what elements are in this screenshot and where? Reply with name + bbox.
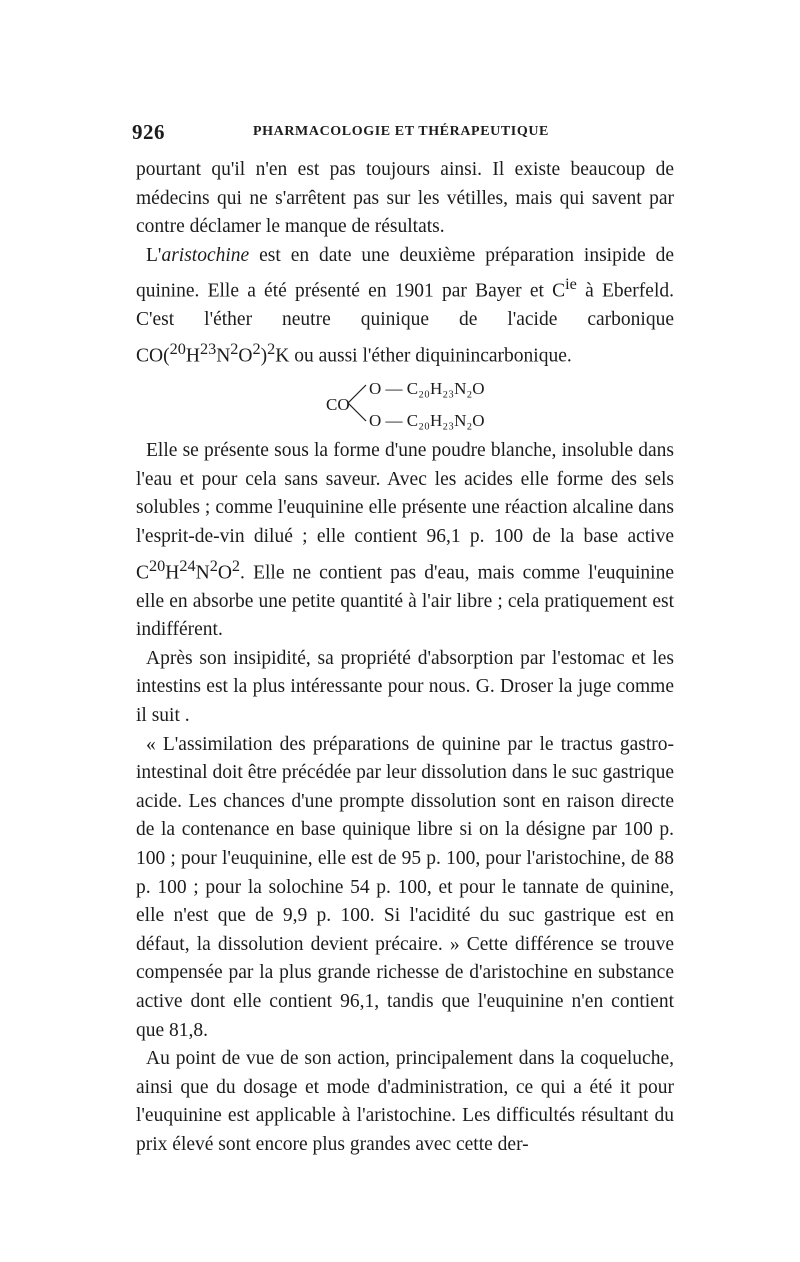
paragraph-3 bbox=[136, 437, 674, 645]
formula-part: O bbox=[238, 345, 253, 367]
formula-lower-branch: O — C₂₀H₂₃N₂O bbox=[369, 411, 485, 431]
formula-part: N bbox=[216, 345, 231, 367]
p2-text: est en date une deuxième préparation insipide de quinine. Elle a été présenté en 1901 par Bayer et C bbox=[136, 244, 674, 302]
p3-text: Elle se présente sous la forme d'une poudre blanche, insoluble dans l'eau et pour cela sans saveur. Avec les acides elle forme des sels solubles ; comme l'euquinine elle présente une réaction alcaline dans l'esprit-de-vin dilué ; elle contient 96,1 p. 100 de la base active C bbox=[136, 440, 674, 584]
page-number: 926 bbox=[132, 120, 165, 144]
formula-sup: 2 bbox=[252, 340, 261, 359]
formula-sup: 2 bbox=[209, 556, 218, 575]
p2-italic-term: aristochine bbox=[161, 244, 250, 266]
formula-sup: 2 bbox=[267, 340, 276, 359]
body-text bbox=[136, 156, 674, 1160]
formula-part: H bbox=[165, 562, 180, 584]
p2-lead: L' bbox=[146, 244, 162, 266]
paragraph-4: Après son insipidité, sa propriété d'absorption par l'estomac et les intestins est la plus intéressante pour nous. G. Droser la juge comme il suit . bbox=[136, 647, 674, 726]
paragraph-5: « L'assimilation des préparations de quinine par le tractus gastro-intestinal doit être précédée par leur dissolution dans le suc gastrique acide. Les chances d'une prompte dissolution sont en raison directe de la contenance en base quinique libre si on la désigne par 100 p. 100 ; pour l'euquinine, elle est de 95 p. 100, pour l'aristochine, de 88 p. 100 ; pour la solochine 54 p. 100, et pour le tannate de quinine, elle n'est que de 9,9 p. 100. Si l'acidité du suc gastrique est en défaut, la dissolution devient précaire. » Cette différence se trouve compensée par la plus grande richesse de d'aristochine en substance active dont elle contient 96,1, tandis que l'euquinine n'en contient que 81,8. bbox=[136, 733, 674, 1041]
formula-part: ) bbox=[260, 345, 268, 367]
p3-text-2: . Elle ne contient pas d'eau, mais comme l'euquinine elle en absorbe une petite quantité à l'air libre ; cela pratiquement est indifférent. bbox=[136, 562, 674, 641]
paragraph-1: pourtant qu'il n'en est pas toujours ainsi. Il existe beaucoup de médecins qui ne s'arrêtent pas sur les vétilles, mais qui savent par contre déclamer le manque de résultats. bbox=[136, 159, 674, 238]
formula-sup: 23 bbox=[199, 340, 217, 359]
p2-superscript: ie bbox=[565, 275, 577, 294]
structural-formula bbox=[136, 373, 674, 433]
formula-sup: 2 bbox=[230, 340, 239, 359]
formula-sup: 20 bbox=[169, 340, 186, 359]
formula-part: O bbox=[217, 562, 232, 584]
formula-part: H bbox=[185, 345, 200, 367]
formula-sup: 24 bbox=[179, 556, 196, 575]
formula-co: CO bbox=[326, 395, 350, 415]
p2-text-2: à Eberfeld. C'est l'éther neutre quinique de l'acide carbonique CO( bbox=[136, 280, 674, 367]
formula-upper-branch: O — C₂₀H₂₃N₂O bbox=[369, 379, 485, 399]
formula-sup: 20 bbox=[149, 556, 166, 575]
page-header bbox=[118, 120, 678, 146]
paragraph-2 bbox=[136, 242, 674, 371]
formula-sup: 2 bbox=[231, 556, 241, 575]
formula-part: N bbox=[195, 562, 210, 584]
formula-bond-lines bbox=[346, 379, 370, 427]
running-title: PHARMACOLOGIE ET THÉRAPEUTIQUE bbox=[253, 124, 549, 139]
p2-tail: K ou aussi l'éther diquinincarbonique. bbox=[275, 345, 572, 367]
paragraph-6: Au point de vue de son action, principalement dans la coqueluche, ainsi que du dosage et mode d'administration, ce qui a été it pour l'euquinine est applicable à l'aristochine. Les difficultés résultant du prix élevé sont encore plus grandes avec cette der- bbox=[136, 1048, 674, 1155]
